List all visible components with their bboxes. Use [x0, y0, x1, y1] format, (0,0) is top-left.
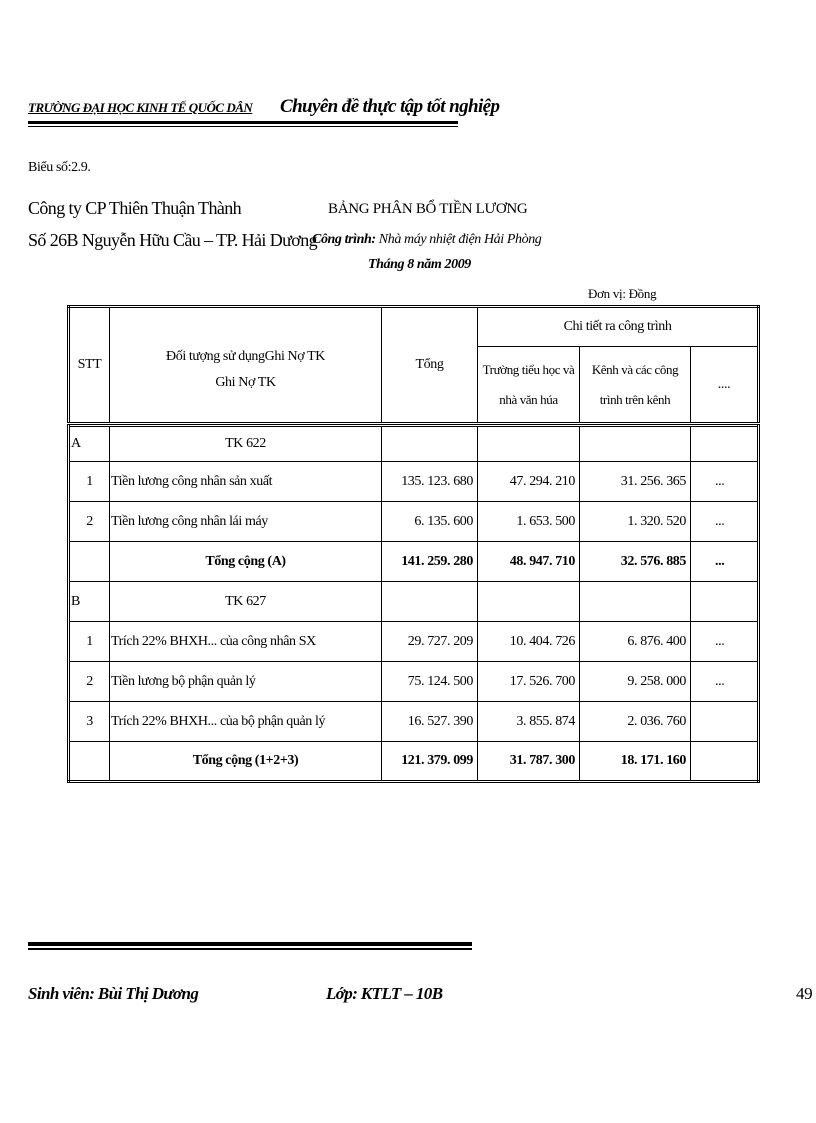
header-stt: STT — [69, 307, 110, 424]
header-col-school-line2: nhà văn húa — [499, 391, 558, 407]
row-value-canal: 6. 876. 400 — [580, 622, 691, 662]
row-name: Tiền lương công nhân lái máy — [110, 502, 382, 542]
row-value-canal: 9. 258. 000 — [580, 662, 691, 702]
row-total: 75. 124. 500 — [382, 662, 478, 702]
row-value-other: ... — [691, 462, 759, 502]
section-code: B — [69, 582, 110, 622]
page-number: 49 — [796, 984, 813, 1003]
salary-allocation-table — [67, 305, 760, 783]
currency-unit: Đơn vị: Đồng — [588, 286, 657, 301]
subtotal-row — [69, 542, 759, 582]
row-value-other: ... — [691, 502, 759, 542]
header-object-line1: Đối tượng sử dụngGhi Nợ TK — [166, 349, 325, 364]
report-month: Tháng 8 năm 2009 — [368, 257, 471, 272]
header-col-school — [478, 347, 580, 424]
row-total: 16. 527. 390 — [382, 702, 478, 742]
header-rule-thin — [28, 126, 458, 127]
subtotal-other: ... — [691, 542, 759, 582]
report-title: Chuyên đề thực tập tốt nghiệp — [280, 96, 500, 117]
section-a-row — [69, 427, 759, 462]
row-value-other: ... — [691, 662, 759, 702]
row-stt: 1 — [69, 622, 110, 662]
row-total: 29. 727. 209 — [382, 622, 478, 662]
subtotal-canal: 32. 576. 885 — [580, 542, 691, 582]
row-value-school: 10. 404. 726 — [478, 622, 580, 662]
row-stt: 3 — [69, 702, 110, 742]
header-object — [110, 307, 382, 424]
table-row — [69, 462, 759, 502]
row-value-canal: 31. 256. 365 — [580, 462, 691, 502]
subtotal-other — [691, 742, 759, 782]
subtotal-label: Tổng cộng (1+2+3) — [110, 742, 382, 782]
subtotal-total: 121. 379. 099 — [382, 742, 478, 782]
row-stt: 2 — [69, 502, 110, 542]
table-row — [69, 702, 759, 742]
university-name: TRƯỜNG ĐẠI HỌC KINH TẾ QUỐC DÂN — [28, 100, 253, 115]
row-name: Trích 22% BHXH... của bộ phận quản lý — [110, 702, 382, 742]
header-total: Tổng — [382, 307, 478, 424]
form-number: Biểu số:2.9. — [28, 160, 91, 175]
row-name: Tiền lương bộ phận quản lý — [110, 662, 382, 702]
subtotal-total: 141. 259. 280 — [382, 542, 478, 582]
table-row — [69, 622, 759, 662]
header-detail: Chi tiết ra công trình — [478, 307, 759, 347]
footer-rule — [28, 942, 472, 946]
row-value-school: 1. 653. 500 — [478, 502, 580, 542]
project-line — [312, 232, 541, 248]
company-address: Số 26B Nguyễn Hữu Cầu – TP. Hải Dương — [28, 230, 318, 250]
subtotal-row — [69, 742, 759, 782]
table-row — [69, 502, 759, 542]
table-header-row — [69, 307, 759, 347]
subtotal-canal: 18. 171. 160 — [580, 742, 691, 782]
row-total: 6. 135. 600 — [382, 502, 478, 542]
row-stt: 2 — [69, 662, 110, 702]
row-value-other — [691, 702, 759, 742]
row-value-canal: 2. 036. 760 — [580, 702, 691, 742]
header-col-other: .... — [691, 347, 759, 424]
row-value-other: ... — [691, 622, 759, 662]
row-name: Trích 22% BHXH... của công nhân SX — [110, 622, 382, 662]
row-value-canal: 1. 320. 520 — [580, 502, 691, 542]
header-col-school-line1: Trường tiểu học và — [482, 361, 575, 377]
header-rule — [28, 121, 458, 124]
row-value-school: 17. 526. 700 — [478, 662, 580, 702]
row-value-school: 47. 294. 210 — [478, 462, 580, 502]
section-code: A — [69, 427, 110, 462]
student-name: Sinh viên: Bùi Thị Dương — [28, 984, 199, 1003]
table-row — [69, 662, 759, 702]
header-object-line2: Ghi Nợ TK — [215, 375, 276, 390]
subtotal-school: 48. 947. 710 — [478, 542, 580, 582]
section-account: TK 622 — [110, 427, 382, 462]
row-name: Tiền lương công nhân sản xuất — [110, 462, 382, 502]
subtotal-label: Tổng cộng (A) — [110, 542, 382, 582]
header-col-canal-line1: Kênh và các công — [591, 361, 679, 377]
row-value-school: 3. 855. 874 — [478, 702, 580, 742]
document-title: BẢNG PHÂN BỔ TIỀN LƯƠNG — [328, 201, 528, 217]
header-col-canal — [580, 347, 691, 424]
row-stt: 1 — [69, 462, 110, 502]
footer-rule-thin — [28, 948, 472, 950]
company-name: Công ty CP Thiên Thuận Thành — [28, 198, 242, 218]
header-col-canal-line2: trình trên kênh — [599, 391, 671, 407]
subtotal-school: 31. 787. 300 — [478, 742, 580, 782]
section-account: TK 627 — [110, 582, 382, 622]
section-b-row — [69, 582, 759, 622]
project-label: Công trình: — [312, 232, 376, 247]
project-name: Nhà máy nhiệt điện Hải Phòng — [378, 232, 542, 247]
row-total: 135. 123. 680 — [382, 462, 478, 502]
class-name: Lớp: KTLT – 10B — [326, 984, 443, 1003]
